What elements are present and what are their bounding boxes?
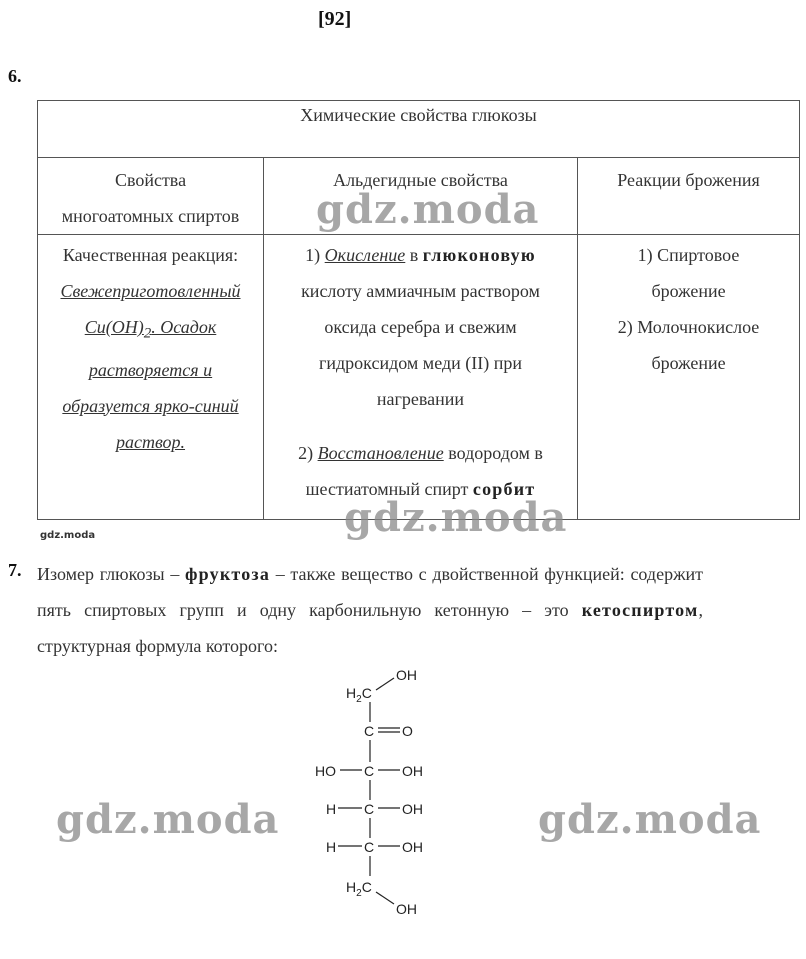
bond <box>376 892 394 904</box>
oxidation-line-3: оксида серебра и свежим <box>324 317 517 337</box>
reaction-line-4: образуется ярко-синий <box>62 395 239 416</box>
reduction-line-1: 2) Восстановление водородом в <box>298 443 543 463</box>
oxygen: O <box>402 723 413 739</box>
reaction-line-2: $Cu(OH)_2$. Осадок <box>84 317 217 342</box>
fermentation-line-4: брожение <box>651 353 726 373</box>
cell-polyol-reaction <box>38 235 264 520</box>
fermentation-line-1: 1) Спиртовое <box>637 245 740 265</box>
header-fermentation: Реакции брожения <box>578 158 800 235</box>
task-6-number: 6. <box>8 66 22 86</box>
reaction-line-5: раствор. <box>115 431 186 452</box>
oh-3: OH <box>402 763 423 779</box>
header-col1-line1: Свойства <box>114 170 187 190</box>
oxidation-line-2: кислоту аммиачным раствором <box>301 281 540 301</box>
header-polyol-properties <box>38 158 264 235</box>
watermark-small: gdz.moda <box>40 530 96 541</box>
watermark: gdz.moda <box>56 796 280 843</box>
fermentation-line-3: 2) Молочнокислое <box>617 317 760 337</box>
reduction-line-2: шестиатомный спирт сорбит <box>305 479 536 499</box>
cell-fermentation <box>578 235 800 520</box>
oxidation-line-4: гидроксидом меди (II) при <box>319 353 522 373</box>
qualitative-reaction-label: Качественная реакция: <box>62 245 239 265</box>
carbon-2: C <box>364 723 375 739</box>
h-4: H <box>326 801 337 817</box>
carbon-4: C <box>364 801 375 817</box>
oh-top: OH <box>396 667 417 683</box>
bond <box>376 678 394 690</box>
header-aldehyde-properties: Альдегидные свойства <box>264 158 578 235</box>
fructose-structural-formula <box>300 660 460 920</box>
table-title: Химические свойства глюкозы <box>38 101 800 158</box>
h2c-bottom: $H_2C$ <box>346 879 372 899</box>
oh-bottom: OH <box>396 901 417 917</box>
reaction-line-3: растворяется и <box>88 359 213 380</box>
page-number: [92] <box>318 8 352 30</box>
task-7-text: Изомер глюкозы – фруктоза – также вещество с двойственной функцией: содержит пять спиртовых групп и одну карбонильную кетонную – это кетоспиртом, структурная формула которого: <box>37 564 703 656</box>
carbon-3: C <box>364 763 375 779</box>
oh-4: OH <box>402 801 423 817</box>
reaction-line-1: Свежеприготовленный <box>60 281 241 301</box>
oxidation-line-5: нагревании <box>376 389 465 409</box>
fermentation-line-2: брожение <box>651 281 726 301</box>
ho-left: HO <box>315 763 336 779</box>
watermark: gdz.moda <box>538 796 762 843</box>
watermark: gdz.moda <box>316 186 540 233</box>
h2c-top: $H_2C$ <box>346 685 372 705</box>
h-5: H <box>326 839 337 855</box>
header-col1-line2: многоатомных спиртов <box>61 206 240 226</box>
oxidation-line-1: 1) Окисление в глюконовую <box>305 245 536 265</box>
oh-5: OH <box>402 839 423 855</box>
task-7-number: 7. <box>8 560 22 580</box>
cell-aldehyde-reactions <box>264 235 578 520</box>
glucose-properties-table <box>37 100 800 520</box>
carbon-5: C <box>364 839 375 855</box>
watermark: gdz.moda <box>344 494 568 541</box>
